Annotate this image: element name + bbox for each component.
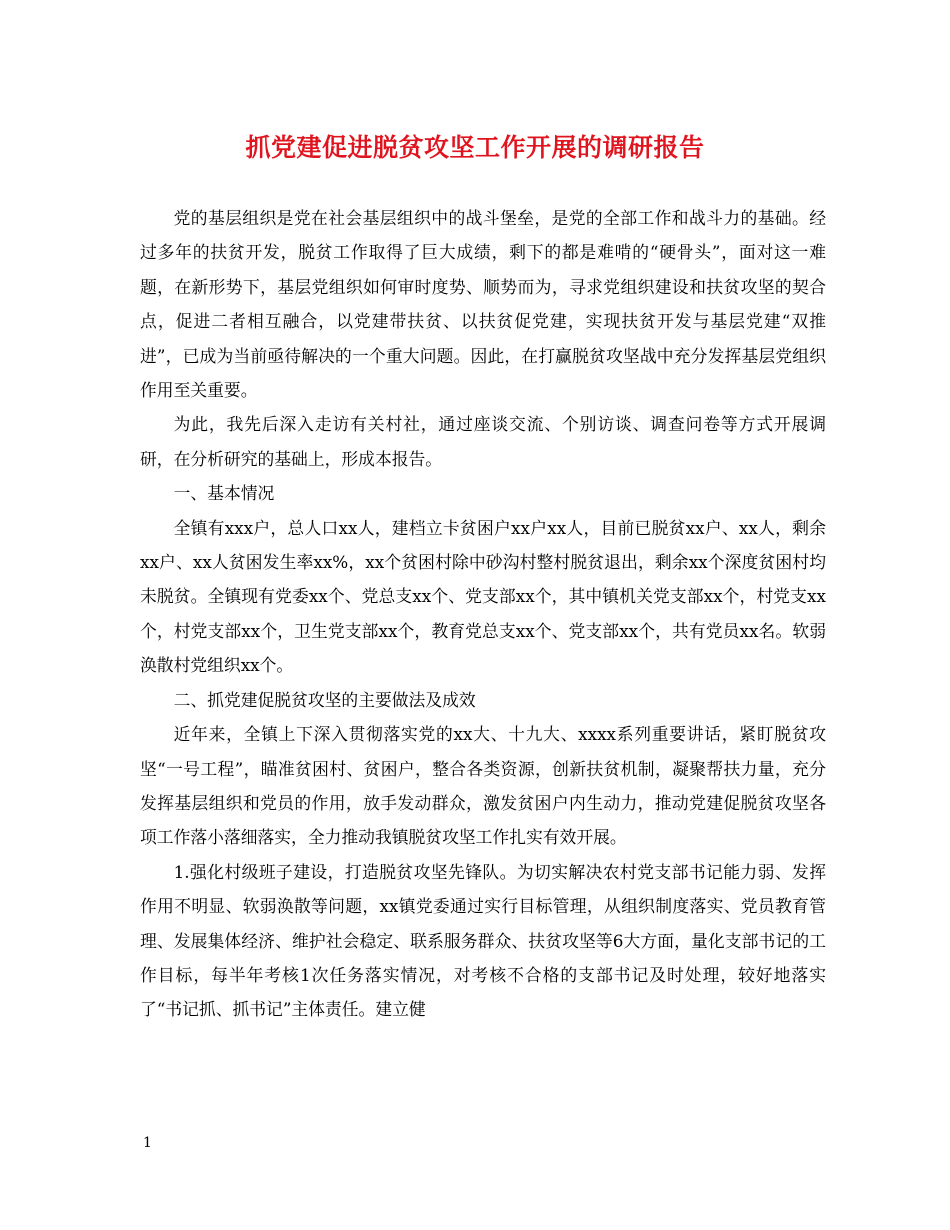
document-title: 抓党建促进脱贫攻坚工作开展的调研报告: [245, 133, 705, 162]
section-heading-practices: 二、抓党建促脱贫攻坚的主要做法及成效: [173, 689, 476, 710]
paragraph-item-1: 1.强化村级班子建设，打造脱贫攻坚先锋队。为切实解决农村党支部书记能力弱、发挥作用不明显、软弱涣散等问题，xx镇党委通过实行目标管理，从组织制度落实、党员教育管理、发展集体经济、维护社会稳定、联系服务群众、扶贫攻坚等6大方面，量化支部书记的工作目标，每半年考核1次任务落实情况，对考核不合格的支部书记及时处理，较好地落实了“书记抓、抓书记”主体责任。建立健: [140, 861, 826, 1020]
paragraph-intro: 党的基层组织是党在社会基层组织中的战斗堡垒，是党的全部工作和战斗力的基础。经过多年的扶贫开发，脱贫工作取得了巨大成绩，剩下的都是难啃的“硬骨头”，面对这一难题，在新形势下，基层党组织如何审时度势、顺势而为，寻求党组织建设和扶贫攻坚的契合点，促进二者相互融合，以党建带扶贫、以扶贫促党建，实现扶贫开发与基层党建“双推进”，已成为当前亟待解决的一个重大问题。因此，在打赢脱贫攻坚战中充分发挥基层党组织作用至关重要。: [140, 208, 826, 401]
section-heading-basic: 一、基本情况: [173, 483, 275, 504]
page-number: 1: [143, 1135, 152, 1151]
document-body: [140, 201, 826, 1027]
paragraph-practices: 近年来，全镇上下深入贯彻落实党的xx大、十九大、xxxx系列重要讲话，紧盯脱贫攻坚“一号工程”，瞄准贫困村、贫困户，整合各类资源，创新扶贫机制，凝聚帮扶力量，充分发挥基层组织和党员的作用，放手发动群众，激发贫困户内生动力，推动党建促脱贫攻坚各项工作落小落细落实，全力推动我镇脱贫攻坚工作扎实有效开展。: [140, 724, 826, 848]
paragraph-basic-situation: 全镇有xxx户，总人口xx人，建档立卡贫困户xx户xx人，目前已脱贫xx户、xx人，剩余xx户、xx人贫困发生率xx%，xx个贫困村除中砂沟村整村脱贫退出，剩余xx个深度贫困村均未脱贫。全镇现有党委xx个、党总支xx个、党支部xx个，其中镇机关党支部xx个，村党支xx个，村党支部xx个，卫生党支部xx个，教育党总支xx个、党支部xx个，共有党员xx名。软弱涣散村党组织xx个。: [140, 517, 826, 676]
paragraph-method: 为此，我先后深入走访有关村社，通过座谈交流、个别访谈、调查问卷等方式开展调研，在分析研究的基础上，形成本报告。: [140, 414, 826, 469]
